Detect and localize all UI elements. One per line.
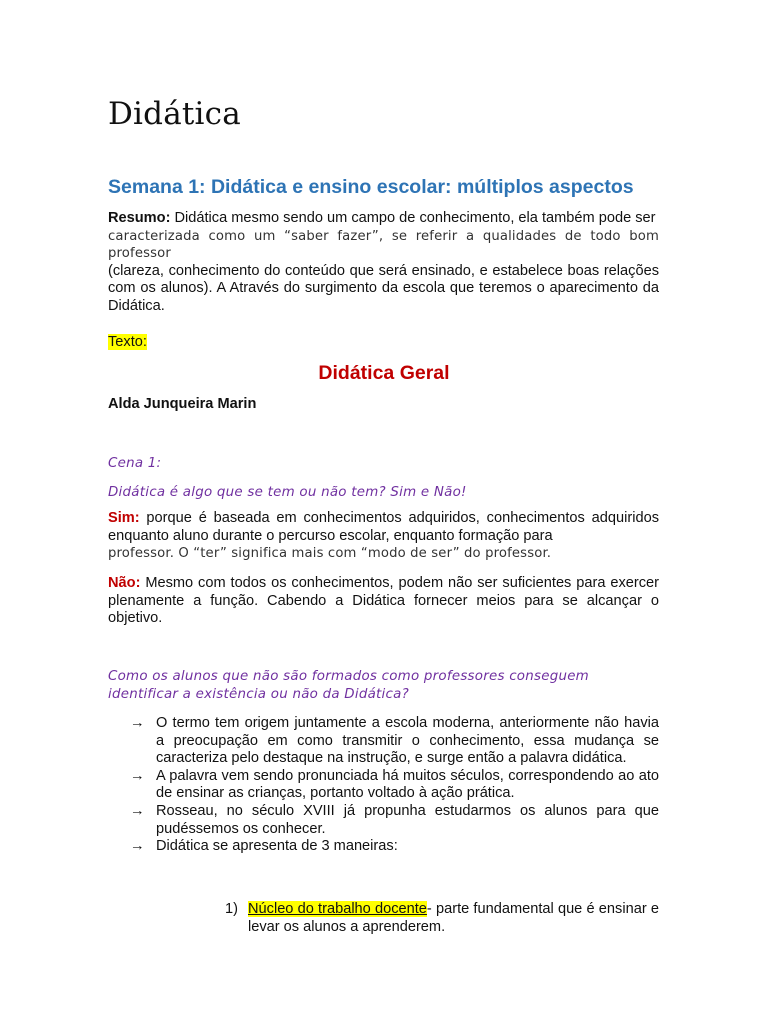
numbered-list [225, 901, 659, 936]
text-label [108, 334, 147, 350]
sim-line-3: professor. O “ter” significa mais com “modo de ser” do professor. [108, 546, 552, 562]
list-item [108, 715, 659, 768]
question-2: Como os alunos que não são formados como professores conseguem identificar a existência ou não da Didática? [108, 669, 589, 702]
nao-paragraph [108, 575, 659, 628]
text-label-highlight: Texto: [108, 334, 147, 350]
scene-label: Cena 1: [108, 456, 162, 471]
arrow-right-icon: → [130, 838, 145, 855]
nao-label: Não: [108, 575, 141, 591]
list-item [108, 768, 659, 803]
author-name: Alda Junqueira Marin [108, 396, 257, 412]
nao-text: Mesmo com todos os conhecimentos, podem não ser suficientes para exercer plenamente a função. Cabendo a Didática fornecer meios para se alcançar o objetivo. [108, 575, 659, 627]
list-item [108, 803, 659, 838]
arrow-list [108, 715, 659, 856]
summary-line-1: Didática mesmo sendo um campo de conhecimento, ela também pode ser [170, 210, 656, 226]
text-title: Didática Geral [318, 362, 450, 384]
week-heading: Semana 1: Didática e ensino escolar: múltiplos aspectos [108, 176, 634, 198]
summary-paragraph [108, 210, 659, 316]
summary-line-3: (clareza, conhecimento do conteúdo que será ensinado, e estabelece boas relações com os alunos). A Através do surgimento da escola que teremos o aparecimento da Didática. [108, 262, 659, 314]
list-item-text: Rosseau, no século XVIII já propunha estudarmos os alunos para que pudéssemos os conhecer. [156, 802, 659, 837]
list-item-text: A palavra vem sendo pronunciada há muitos séculos, correspondendo ao ato de ensinar as crianças, portanto voltado à ação prática. [156, 767, 659, 802]
numbered-highlight: Núcleo do trabalho docente [248, 901, 427, 917]
list-item [108, 838, 659, 856]
numbered-item [225, 901, 659, 936]
summary-line-2: caracterizada como um “saber fazer”, se referir a qualidades de todo bom professor [108, 228, 659, 262]
list-item-text: Didática se apresenta de 3 maneiras: [156, 838, 398, 855]
sim-paragraph [108, 510, 659, 563]
numbered-marker: 1) [225, 901, 238, 917]
arrow-right-icon: → [130, 715, 145, 731]
numbered-text: - parte fundamental que é ensinar e levar os alunos a aprenderem. [248, 901, 659, 935]
arrow-right-icon: → [130, 802, 145, 819]
list-item-text: O termo tem origem juntamente a escola moderna, anteriormente não havia a preocupação em como transmitir o conhecimento, essa mudança se caracteriza pelo destaque na instrução, e surge então a palavra didática. [156, 715, 659, 767]
question-1: Didática é algo que se tem ou não tem? Sim e Não! [108, 485, 467, 500]
summary-label: Resumo: [108, 210, 171, 226]
sim-label: Sim: [108, 510, 140, 526]
arrow-right-icon: → [130, 767, 145, 784]
sim-text: porque é baseada em conhecimentos adquiridos, conhecimentos adquiridos enquanto aluno durante o percurso escolar, enquanto formação para [108, 510, 659, 544]
document-title: Didática [108, 96, 241, 132]
